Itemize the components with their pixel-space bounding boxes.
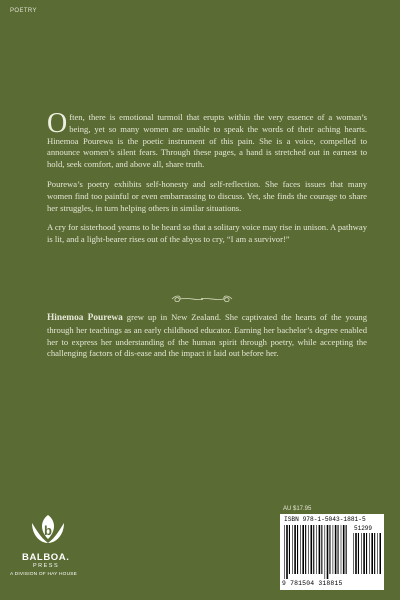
isbn-barcode	[280, 514, 384, 590]
barcode-addon-bars	[353, 533, 381, 579]
drop-cap: O	[47, 108, 68, 139]
price-label: AU $17.95	[283, 506, 312, 512]
svg-text:b: b	[44, 523, 52, 538]
author-bio	[47, 312, 367, 360]
publisher-division: A DIVISION OF HAY HOUSE	[10, 572, 78, 577]
lotus-icon	[28, 513, 68, 549]
publisher-name: BALBOA.	[22, 552, 70, 563]
blurb-paragraph-1	[47, 108, 367, 171]
barcode-bars	[284, 525, 348, 579]
isbn-number: ISBN 978-1-5043-1881-5	[284, 516, 366, 523]
blurb	[47, 108, 367, 254]
publisher-logo	[10, 513, 90, 577]
flourish-ornament	[166, 294, 238, 304]
barcode-addon-number: 51299	[354, 525, 373, 532]
blurb-paragraph-1-text: ften, there is emotional turmoil that erupts within the very essence of a woman’s being, yet so many women are unable to speak the words of their aching hearts. Hinemoa Pourewa is the poetic instrument of this pain. She is a voice, compelled to announce women’s silent fears. Through these pages, a hand is stretched out in earnest to hold, seek comfort, and above all, share truth.	[47, 112, 367, 170]
author-name: Hinemoa Pourewa	[47, 313, 123, 323]
author-bio-paragraph	[47, 312, 367, 360]
publisher-subtitle: PRESS	[33, 563, 60, 569]
genre-label: POETRY	[10, 8, 37, 14]
ean-digits: 9 781504 318815	[282, 580, 343, 587]
blurb-paragraph-2: Pourewa’s poetry exhibits self-honesty and self-reflection. She faces issues that many women find too painful or even embarrassing to discuss. Yet, she finds the courage to share her struggles, in turn helping others in similar situations.	[47, 178, 367, 213]
author-bio-text: grew up in New Zealand. She captivated the hearts of the young through her teachings as an early childhood educator. Earning her bachelor’s degree enabled her to express her understanding of the human spirit through poetry, while accepting the challenging factors of dis-ease and the impact it laid out before her.	[47, 312, 367, 359]
blurb-paragraph-3: A cry for sisterhood yearns to be heard so that a solitary voice may rise in unison. A pathway is lit, and a light-bearer rises out of the abyss to cry, “I am a survivor!”	[47, 222, 367, 245]
